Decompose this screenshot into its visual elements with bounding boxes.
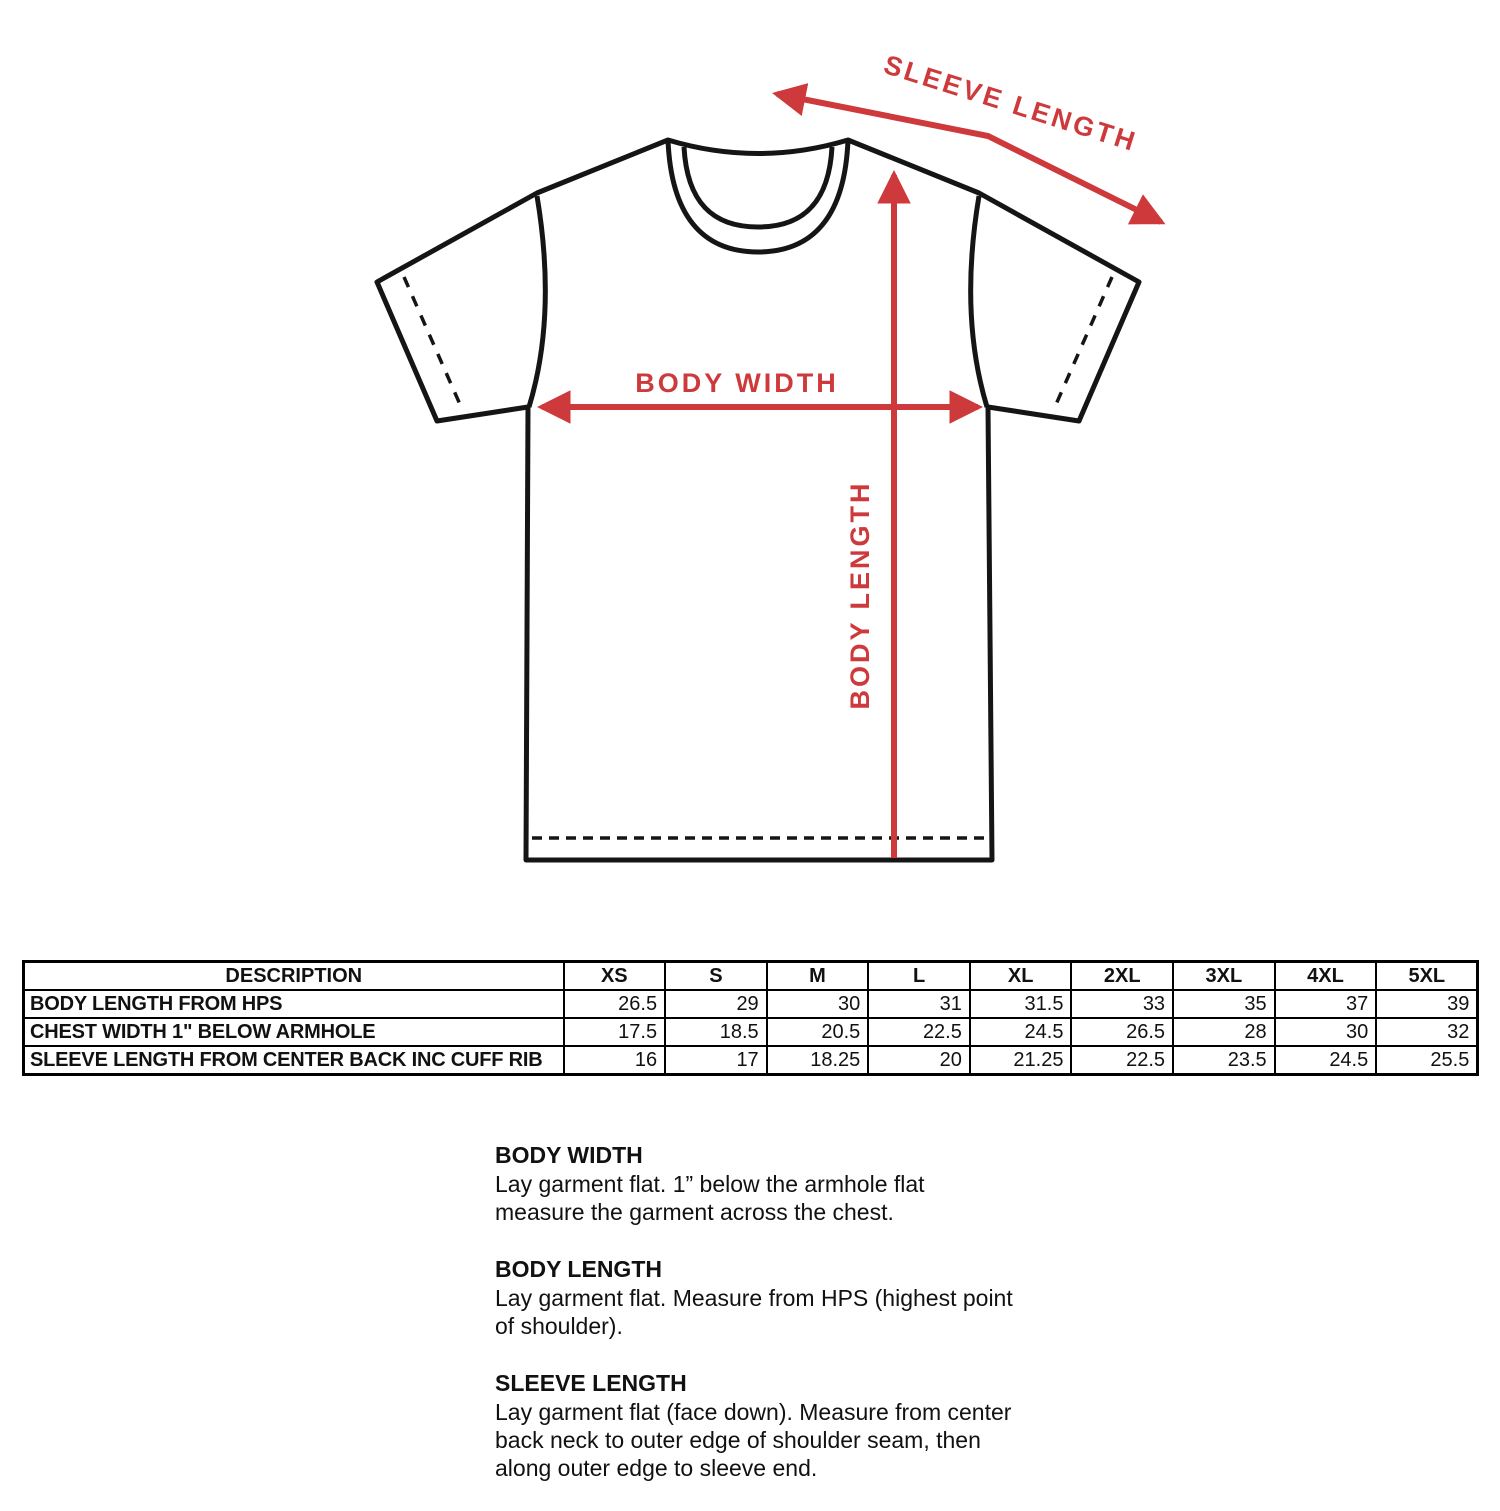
size-value-cell: 22.5 [868,1018,970,1046]
size-value-cell: 33 [1071,990,1173,1018]
table-row-chest-width [24,1018,1478,1046]
note-title: BODY LENGTH [495,1256,662,1282]
size-value-cell: 21.25 [970,1046,1072,1075]
column-header-4xl: 4XL [1275,962,1377,991]
column-header-description: DESCRIPTION [24,962,564,991]
size-value-cell: 18.5 [665,1018,767,1046]
size-value-cell: 29 [665,990,767,1018]
note-sleeve-length [495,1369,1015,1482]
column-header-xs: XS [564,962,666,991]
tshirt-body-path [377,140,1139,860]
size-value-cell: 25.5 [1376,1046,1478,1075]
tshirt-outline [377,140,1139,860]
note-body: Lay garment flat. 1” below the armhole flat measure the garment across the chest. [495,1171,925,1225]
description-cell: CHEST WIDTH 1" BELOW ARMHOLE [24,1018,564,1046]
note-body-width [495,1141,1015,1226]
table-row-sleeve-length [24,1046,1478,1075]
column-header-s: S [665,962,767,991]
size-value-cell: 37 [1275,990,1377,1018]
note-body-length [495,1255,1015,1340]
body-width-label: BODY WIDTH [635,368,839,398]
size-value-cell: 18.25 [767,1046,869,1075]
size-value-cell: 17 [665,1046,767,1075]
note-title: BODY WIDTH [495,1142,643,1168]
size-value-cell: 26.5 [564,990,666,1018]
note-body: Lay garment flat. Measure from HPS (highest point of shoulder). [495,1285,1013,1339]
table-row-body-length [24,990,1478,1018]
sleeve-length-label: SLEEVE LENGTH [880,49,1142,158]
note-title: SLEEVE LENGTH [495,1370,687,1396]
description-cell: SLEEVE LENGTH FROM CENTER BACK INC CUFF RIB [24,1046,564,1075]
size-value-cell: 16 [564,1046,666,1075]
body-length-label: BODY LENGTH [845,480,875,710]
size-chart-table [22,960,1479,1076]
size-value-cell: 24.5 [1275,1046,1377,1075]
size-value-cell: 31 [868,990,970,1018]
size-value-cell: 30 [767,990,869,1018]
column-header-m: M [767,962,869,991]
size-value-cell: 31.5 [970,990,1072,1018]
column-header-2xl: 2XL [1071,962,1173,991]
size-value-cell: 23.5 [1173,1046,1275,1075]
column-header-3xl: 3XL [1173,962,1275,991]
column-header-5xl: 5XL [1376,962,1478,991]
size-value-cell: 20.5 [767,1018,869,1046]
description-cell: BODY LENGTH FROM HPS [24,990,564,1018]
size-value-cell: 39 [1376,990,1478,1018]
size-value-cell: 32 [1376,1018,1478,1046]
size-value-cell: 26.5 [1071,1018,1173,1046]
size-value-cell: 20 [868,1046,970,1075]
note-body: Lay garment flat (face down). Measure from center back neck to outer edge of shoulder seam, then along outer edge to sleeve end. [495,1399,1012,1481]
size-value-cell: 28 [1173,1018,1275,1046]
size-value-cell: 17.5 [564,1018,666,1046]
measurement-notes [495,1141,1015,1511]
size-value-cell: 24.5 [970,1018,1072,1046]
header-row [24,962,1478,991]
column-header-l: L [868,962,970,991]
column-header-xl: XL [970,962,1072,991]
size-value-cell: 35 [1173,990,1275,1018]
size-value-cell: 22.5 [1071,1046,1173,1075]
size-value-cell: 30 [1275,1018,1377,1046]
